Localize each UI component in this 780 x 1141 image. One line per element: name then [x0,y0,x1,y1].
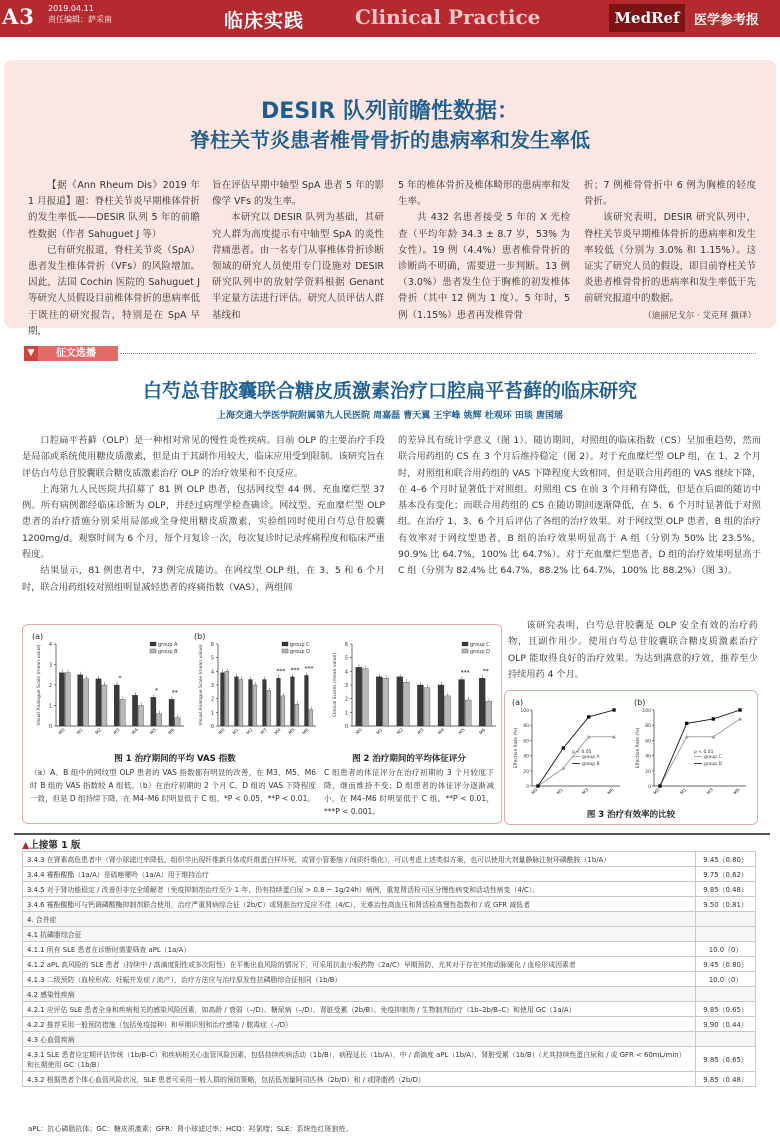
bar [356,667,362,726]
x-tick-label: M1 [76,727,85,737]
y-tick-label: 1 [48,703,52,710]
legend-label: group C [290,642,310,648]
table-cell-text: 4.2.1 应评估 SLE 患者全身和疾病相关的感染风险因素，如高龄 / 衰弱（–/D）、糖尿病（–/D）、肾脏受累（2b/B）、免疫抑制剂 / 生物制剂治疗（1b–2b/B–C）和使用 GC（1a/A） [23,1002,696,1017]
chart-vas-a [28,630,188,742]
figure3-caption: 图 3 治疗有效率的比较 [586,810,676,820]
bar [83,679,88,726]
y-tick-label: 3 [210,683,214,689]
bar [424,688,430,726]
bar [397,677,403,726]
y-axis-label: Effective Rate (%) [514,727,519,769]
chart-vas-b [190,630,320,742]
bar [151,697,156,726]
y-tick-label: 6 [210,642,214,648]
article1-column-2 [212,178,384,324]
article1-column-3 [398,178,570,324]
x-tick-label: M3 [260,727,269,737]
legend-label: group B [582,762,600,767]
chart-effective-rate-b [630,696,754,804]
y-axis-label: Visual Analogue Scale (mean value) [199,644,204,726]
chart-effective-rate-a [508,696,628,804]
legend-label: group A [158,642,178,648]
y-tick-label: 2 [48,683,52,689]
table-cell-text: 3.4.3 在肾素高危患者中（肾小球滤过率降低，组织学出现纤维新月体或纤维蛋白样坏死，或肾小管萎缩 / 间质纤维化），可以考虑上述类似方案，也可以使用大剂量静脉注射环磷酰胺（1b/A） [23,852,696,867]
bar [417,685,423,726]
bar [59,673,64,726]
article2-authors: 上海交通大学医学院附属第九人民医院 周嘉磊 曹天翼 王宇峰 姚辉 杜观环 田琰 唐国瑶 [217,411,563,421]
bar [138,706,143,727]
article2-paragraph: 口腔扁平苔藓（OLP）是一种相对常见的慢性炎性疾病。目前 OLP 的主要治疗手段是局部或系统使用糖皮质激素，但是由于其副作用较大，临床应用受到限制。该研究旨在评估白芍总苷胶囊联合糖皮质激素治疗 OLP 的治疗效果和不良反应。 [22,435,385,479]
x-tick-label: M5 [288,727,297,737]
table-cell-score: 9.45（0.80） [696,852,756,867]
editor-credit: 责任编辑：萨采南 [48,15,112,24]
y-tick-label: 2 [210,696,214,703]
table-row [23,1017,756,1032]
x-tick-label: M0 [218,727,227,737]
y-tick-label: 80 [645,724,651,730]
table-cell-text: 4.2.2 推荐采用一般预防措施（包括免疫接种）和早期识别和治疗感染 / 脓毒症（–/D） [23,1017,696,1032]
legend-swatch [150,642,156,646]
y-tick-label: 60 [645,739,651,745]
legend-label: group D [470,649,490,655]
panel-label: (a) [512,698,524,707]
y-tick-label: 100 [520,709,529,714]
table-row [23,942,756,957]
y-tick-label: 4 [48,642,52,648]
significance-mark: * [118,675,122,682]
data-point [536,784,539,787]
issue-info [48,3,112,25]
bar [78,675,83,726]
series-line [660,710,740,786]
column-tag: 征文选播 [38,346,118,361]
x-tick-label: M2 [246,727,255,737]
legend-label: group C [470,642,490,648]
table-row [23,1072,756,1087]
x-tick-label: M6 [478,727,488,737]
bar [114,685,119,726]
legend-label: group B [158,649,178,655]
bar [132,695,137,726]
table-cell-score: 9.50（0.81） [696,897,756,912]
significance-mark: ** [482,668,489,676]
table-cell-text: 4.3.2 根据患者个体心血管风险状况，SLE 患者可采用一般人群的预防策略，包括低剂量阿司匹林（2b/D）和 / 或降脂药（2b/D） [23,1072,696,1087]
y-tick-label: 0 [344,724,348,730]
continued-text: 上接第 1 版 [29,840,81,851]
table-cell-score: 9.85（0.48） [696,882,756,897]
bar [438,685,444,726]
series-line [538,737,614,786]
y-tick-label: 40 [645,754,651,760]
page-header [0,0,780,37]
y-tick-label: 1 [344,710,348,717]
x-tick-label: M1 [556,787,565,797]
table-row [23,897,756,912]
article2-conclusion [508,618,758,683]
bar [309,710,313,726]
recommendation-table [22,851,756,1087]
section-title-cn: 临床实践 [224,10,305,32]
table-cell-text: 4.2 感染性疾病 [23,987,696,1002]
bar [291,677,295,726]
section-title-en: Clinical Practice [355,5,541,29]
table-row [23,957,756,972]
figure1-note: （a）A、B 组中的网纹型 OLP 患者的 VAS 指数都有明显的改善，在 M3、M5、M6 时 B 组的 VAS 指数较 A 组低。（b）在治疗初期的 2 个月 C、D 组的 VAS 下降程度一致，但是 D 组持续下降，在 M4–M6 时明显低于 C 组。*P < 0.05，**P < 0.01。 [30,768,316,803]
data-point [612,708,615,711]
legend-swatch [282,649,288,653]
bar [295,704,299,726]
table-cell-score: 9.85（0.48） [696,1072,756,1087]
continued-arrow-icon: ▲ [22,840,30,851]
y-axis-label: Clinical Scores (mean value) [333,652,338,718]
table-row [23,867,756,882]
y-tick-label: 3 [344,683,348,689]
significance-mark: ** [171,689,178,697]
y-tick-label: 0 [648,785,651,790]
y-tick-label: 5 [210,655,214,662]
table-row [23,852,756,867]
issue-date: 2019.04.11 [48,4,94,13]
x-tick-label: M3 [581,787,591,797]
x-tick-label: M6 [302,727,311,737]
table-cell-score: 10.0（0） [696,972,756,987]
bar [175,718,180,726]
data-point [658,784,661,787]
legend-swatch [462,642,468,646]
tag-arrow-icon: ▼ [24,346,38,361]
bar [235,677,239,726]
x-tick-label: M3 [113,727,122,737]
x-tick-label: M0 [531,787,540,797]
table-cell-text: 3.4.4 霉酚酸酯（1a/A）是硫唑嘌呤（1a/A）用于维持治疗 [23,867,696,882]
x-tick-label: M0 [653,787,662,797]
chart-clinical-scores [324,630,500,742]
bar [277,678,281,726]
table-cell-score: 9.90（0.44） [696,1017,756,1032]
table-cell-text: 4.3 心血管疾病 [23,1032,696,1047]
p-value-annotation: p < 0.01 [694,750,714,755]
table-cell-text: 3.4.5 对于肾功能稳定 / 改善但非完全缓解者（免疫抑制剂治疗至少 1 年，仍有持续蛋白尿 > 0.8 ~ 1g/24h）病例，重复肾活检可区分慢性病变和活动性病变（4/C）。 [23,882,696,897]
y-tick-label: 40 [523,754,529,760]
article1-title-line2: 脊柱关节炎患者椎骨骨折的患病率和发生率低 [190,128,590,152]
x-tick-label: M6 [167,727,177,737]
x-tick-label: M0 [58,727,67,737]
article1-paragraph: 已有研究报道，脊柱关节炎（SpA）患者发生椎体骨折（VFs）的风险增加。因此，法国 Cochin 医院的 Sahuguet J 等研究人员假设目前椎体骨折的患病率低于既往的研究报告，特别是在 SpA 早期， [28,244,200,337]
legend-label: group A [582,755,600,760]
table-cell-score [696,987,756,1002]
bar [305,675,309,726]
significance-mark: *** [460,669,470,677]
table-cell-score [696,927,756,942]
panel-label: (a) [32,632,44,641]
bar [65,673,70,726]
x-tick-label: M1 [679,787,689,797]
bar [239,680,243,726]
article1-paragraph: 折；7 例椎骨骨折中 6 例为胸椎的轻度骨折。 [584,180,756,208]
bar [376,677,382,726]
article1-column-1 [28,178,200,340]
y-tick-label: 60 [523,739,529,745]
data-point [562,746,565,749]
y-tick-label: 2 [344,696,348,703]
table-row [23,972,756,987]
bar [249,680,253,726]
bar [465,700,471,726]
x-tick-label: M0 [355,727,364,737]
y-tick-label: 4 [210,669,214,676]
data-point [738,717,742,721]
x-tick-label: M4 [274,727,283,737]
legend-label: group C [704,755,722,760]
article1-column-4 [584,178,756,324]
tag-divider [120,353,756,354]
table-cell-text: 4.1.1 所有 SLE 患者在诊断时需要筛查 aPL（1a/A） [23,942,696,957]
bar [445,696,451,726]
x-tick-label: M3 [706,787,715,797]
article1-paragraph: 5 年的椎体骨折及椎体畸形的患病率和发生率。 [398,180,570,208]
article2-left-column [22,433,385,596]
x-tick-label: M5 [149,727,158,737]
table-row [23,912,756,927]
significance-mark: *** [276,668,286,676]
bar [267,690,271,726]
bar [253,685,257,726]
article1-byline: （迪丽尼戈尔 · 艾克拜 摄译） [643,310,756,321]
y-tick-label: 0 [48,724,52,730]
legend-swatch [462,649,468,653]
table-cell-score: 9.85（0.65） [696,1047,756,1072]
y-tick-label: 3 [48,662,52,669]
table-cell-score [696,1032,756,1047]
legend-swatch [282,642,288,646]
legend-label: group D [704,762,722,767]
figure2-caption: 图 2 治疗期间的平均体征评分 [352,754,466,764]
table-cell-text: 4. 合并症 [23,912,696,927]
table-cell-score: 9.85（0.65） [696,1002,756,1017]
x-tick-label: M6 [607,787,616,797]
legend-swatch [150,649,156,653]
x-tick-label: M4 [437,727,446,737]
y-tick-label: 0 [210,724,214,730]
x-tick-label: M3 [417,727,426,737]
panel-label: (b) [194,632,206,641]
figure2-note: C 组患者的体征评分在治疗初期的 3 个月较度下降，继而维持不变；D 组患者的体征评分逐渐减小，在 M4–M6 时明显低于 C 组。**P < 0.01，***P < 0.001。 [324,768,494,816]
y-tick-label: 80 [523,724,529,730]
bar [225,671,229,726]
y-tick-label: 5 [344,655,348,662]
bar [479,678,485,726]
article2-paragraph: 上海第九人民医院共招募了 81 例 OLP 患者，包括网纹型 44 例、充血糜烂型 37 例。所有病例都经临床诊断为 OLP，并经过病理学检查确诊。网纹型、充血糜烂型 OLP 患者的治疗措施分别采用局部或全身使用糖皮质激素，实验组同时使用白芍总苷胶囊 1200mg/d。观察时间为 6 个月，每个月复诊一次，每次复诊时记录疼痛程度和临床严重程度。 [22,483,385,561]
section-divider [14,833,770,835]
x-tick-label: M2 [94,727,104,737]
article1-paragraph: 共 432 名患者接受 5 年的 X 光检查（平均年龄 34.3 ± 8.7 岁，53% 为女性）。19 例（4.4%）患者椎骨骨折的诊断尚不明确，需要进一步判断。13 例（3.0%）患者发生位于胸椎的初发椎体骨折（其中 12 例为 1 度）。5 年时，5 例（1.15%）患者再发椎骨骨 [398,212,570,321]
data-point [685,722,688,725]
y-tick-label: 100 [642,709,651,714]
significance-mark: *** [290,666,300,674]
bar [221,673,225,726]
table-cell-score [696,912,756,927]
y-tick-label: 20 [523,769,529,775]
legend-label: group D [290,649,310,655]
bar [120,699,125,726]
bar [403,682,409,726]
x-tick-label: M4 [131,727,140,737]
x-tick-label: M5 [458,727,467,737]
article2-paragraph: 的差异具有统计学意义（图 1）。随访期间，对照组的临床指数（CS）呈加重趋势，然而联合用药组的 CS 在 3 个月后维持稳定（图 2）。对于充血糜烂型 OLP 组，在 1、2 个月时，对照组和联合用药组的 VAS 下降程度大致相同，但是联合用药组的 VAS 继续下降，在 4–6 个月时显著低于对照组。对照组 CS 在前 3 个月稍有降低，但是在后面的随访中基本没有变化；而联合用药组的 CS 在随访期间逐渐降低，在 5、6 个月时显著低于对照组。在治疗 1、3、6 个月后评估了各组的治疗效果。对于网纹型 OLP 患者，B 组的治疗有效率对于网纹型患者，B 组的治疗效果明显高于 A 组（分别为 50% 比 23.5%，90.9% 比 64.7%，100% 比 64.7%）。对于充血糜烂型患者，D 组的治疗效果明显高于 C 组（分别为 82.4% 比 64.7%，88.2% 比 64.7%，100% 比 88.2%）（图 3）。 [398,435,761,577]
y-tick-label: 1 [210,710,214,717]
p-value-annotation: p < 0.05 [572,750,592,755]
bar [96,679,101,726]
article1-title-line1: DESIR 队列前瞻性数据： [261,99,519,124]
table-row [23,882,756,897]
article2-title: 白芍总苷胶囊联合糖皮质激素治疗口腔扁平苔藓的临床研究 [142,380,637,402]
continued-label [22,837,81,851]
data-point [738,708,741,711]
bar [486,701,492,726]
x-tick-label: M6 [733,787,742,797]
table-row [23,987,756,1002]
brand-logo: MedRef [609,4,685,32]
data-point [712,717,715,720]
table-cell-score: 10.0（0） [696,942,756,957]
bar [263,680,267,726]
article2-right-column [398,433,761,580]
bar [383,678,389,726]
bar [459,680,465,726]
y-tick-label: 20 [645,769,651,775]
y-tick-label: 4 [344,669,348,676]
bar [281,696,285,726]
bar [157,714,162,726]
table-cell-text: 4.1.3 二级预防（血栓形成、妊娠并发症 / 流产），治疗方法应与治疗原发性抗磷脂综合征相同（1b/B） [23,972,696,987]
table-cell-score: 9.75（0.62） [696,867,756,882]
table-footnote: aPL：抗心磷脂抗体；GC：糖皮质激素；GFR：肾小球滤过率；HCQ：羟氯喹；SLE：系统性红斑狼疮。 [28,1125,353,1133]
y-axis-label: Visual Analogue Scale (mean value) [37,644,42,726]
y-axis-label: Effective Rate (%) [636,727,641,769]
table-cell-text: 3.4.6 霉酚酸酯可与钙调磷酸酶抑制剂联合使用，治疗严重肾病综合征（2b/C）或肾脏治疗反应不佳（4/C），无难治性高血压和肾活检高慢性指数和 / 或 GFR 减低者 [23,897,696,912]
panel-label: (b) [634,698,646,707]
article2-paragraph: 结果显示，81 例患者中，73 例完成随访。在网纹型 OLP 组，在 3、5 和 6 个月时，联合用药组较对照组明显减轻患者的疼痛指数（VAS），两组间 [22,565,385,593]
article1-paragraph: 旨在评估早期中轴型 SpA 患者 5 年的影像学 VFs 的发生率。 [212,180,384,208]
table-row [23,1032,756,1047]
newspaper-name: 医学参考报 [694,13,760,28]
conclusion-text: 该研究表明，白芍总苷胶囊是 OLP 安全有效的治疗药物，且副作用少。使用白芍总苷胶囊联合糖皮质激素治疗 OLP 能取得良好的治疗效果。为达到满意的疗效，推荐至少持续用药 4 个月。 [508,620,758,680]
series-line [538,710,614,786]
bar [102,685,107,726]
bar [362,669,368,726]
table-row [23,1002,756,1017]
table-cell-text: 4.1 抗磷脂综合征 [23,927,696,942]
bar [169,699,174,726]
data-point [587,715,590,718]
article1-paragraph: 该研究表明，DESIR 研究队列中，脊柱关节炎早期椎体骨折的患病率和发生率较低（分别为 3.0% 和 1.15%）。这证实了研究人员的假设，即目前脊柱关节炎患者椎骨骨折的患病率和发生率低于先前研究报道中的数据。 [584,212,756,305]
x-tick-label: M1 [375,727,385,737]
x-tick-label: M1 [232,727,241,737]
table-cell-score: 9.45（0.80） [696,957,756,972]
page-number: A3 [2,4,35,29]
figure1-caption: 图 1 治疗期间的平均 VAS 指数 [114,754,236,764]
y-tick-label: 0 [526,785,529,790]
article1-paragraph: 本研究以 DESIR 队列为基础，其研究人群为高度提示有中轴型 SpA 的炎性背痛患者。由一名专门从事椎体骨折诊断领域的研究人员使用专门设施对 DESIR 研究队列中的放射学资料根据 Genant 半定量方法进行评估。研究人员评估人群基线和 [212,212,384,321]
table-cell-text: 4.1.2 aPL 高风险的 SLE 患者（持续中 / 高滴度阳性或多次阳性）在平衡出血风险的情况下，可采用抗血小板药物（2a/C）早期预防，尤其对于存在其他动脉硬化 / 血栓形成因素者 [23,957,696,972]
significance-mark: *** [304,665,314,673]
x-tick-label: M2 [396,727,405,737]
table-cell-text: 4.3.1 SLE 患者应定期评估传统（1b/B–C）和疾病相关心血管风险因素，包括持续疾病活动（1b/B），病程延长（1b/A），中 / 高滴度 aPL（1b/A），肾脏受累（1b/B）（尤其持续性蛋白尿和 / 或 GFR < 60mL/min）和长期使用 GC（1b/B） [23,1047,696,1072]
table-row [23,1047,756,1072]
significance-mark: * [155,687,159,695]
table-row [23,927,756,942]
y-tick-label: 6 [344,642,348,648]
article1-citation: 【据《Ann Rheum Dis》2019 年 1 月报道】题：脊柱关节炎早期椎体骨折的发生率低——DESIR 队列 5 年的前瞻性数据（作者 Sahuguet J 等） [28,180,200,240]
